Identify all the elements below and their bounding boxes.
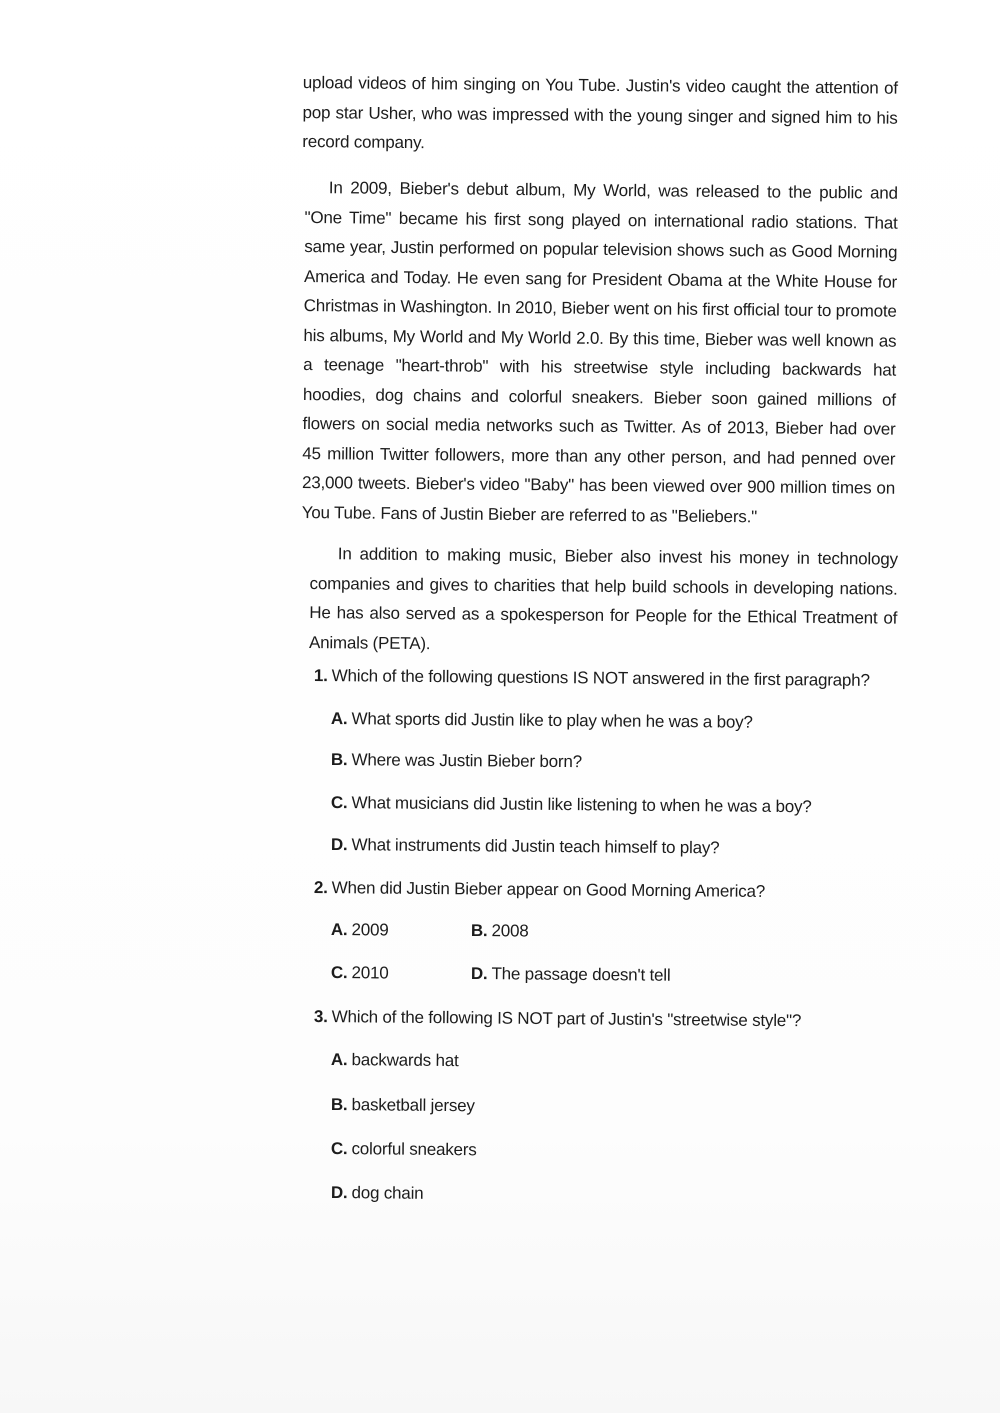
option-text: basketball jersey (351, 1095, 475, 1116)
answer-option[interactable] (331, 1182, 424, 1205)
option-text: 2009 (351, 920, 389, 940)
passage-paragraph-3: In addition to making music, Bieber also invest his money in technology companies and gives to charities that help build schools in developing nations. He has also served as a spokesperson for People for the Ethical Treatment of Animals (PETA). (308, 544, 898, 653)
answer-option[interactable] (471, 963, 671, 987)
answer-option[interactable] (331, 749, 582, 773)
question-2 (314, 877, 765, 903)
answer-option[interactable] (331, 792, 812, 818)
answer-option[interactable] (331, 919, 389, 942)
option-letter: C. (330, 792, 348, 813)
option-letter: C. (330, 1139, 348, 1159)
option-letter: D. (330, 834, 348, 855)
option-letter: B. (470, 920, 488, 941)
option-text: What musicians did Justin like listening to when he was a boy? (351, 793, 812, 817)
option-text: What instruments did Justin teach himself to play? (351, 835, 720, 858)
question-number: 2. (313, 877, 328, 898)
option-text: 2010 (351, 963, 389, 983)
option-text: 2008 (491, 921, 529, 941)
question-number: 1. (313, 665, 328, 686)
passage-paragraph-2: In 2009, Bieber's debut album, My World, was released to the public and "One Time" became his first song played on international radio stations. That same year, Justin performed on popular television shows such as Good Morning America and Today. He even sang for President Obama at the White House for Christmas in Washington. In 2010, Bieber went on his first official tour to promote his albums, My World and My World 2.0. By this time, Bieber was well known as a teenage "heart-throb" with his streetwise style including backwards hat hoodies, dog chains and colorful sneakers. Bieber soon gained millions of flowers on social media networks such as Twitter. As of 2013, Bieber had over 45 million Twitter followers, more than any other person, and had penned over 23,000 tweets. Bieber's video "Baby" has been viewed over 900 million times on You Tube. Fans of Justin Bieber are referred to as "Beliebers." (301, 178, 898, 526)
answer-option[interactable] (331, 1138, 477, 1161)
question-1 (314, 665, 870, 692)
answer-option[interactable] (331, 1049, 459, 1072)
answer-option[interactable] (331, 1094, 475, 1117)
option-text: backwards hat (351, 1050, 459, 1071)
answer-option[interactable] (471, 920, 529, 943)
option-letter: A. (330, 919, 348, 940)
option-letter: A. (330, 708, 348, 729)
question-text: Which of the following questions IS NOT answered in the first paragraph? (331, 666, 870, 690)
option-letter: D. (330, 1183, 348, 1203)
option-text: What sports did Justin like to play when he was a boy? (351, 709, 753, 732)
option-text: dog chain (351, 1183, 424, 1203)
answer-option[interactable] (331, 962, 389, 985)
question-text: Which of the following IS NOT part of Justin's "streetwise style"? (331, 1007, 802, 1031)
option-letter: A. (330, 1050, 348, 1070)
answer-option[interactable] (331, 708, 753, 734)
option-letter: B. (330, 1095, 348, 1115)
option-text: Where was Justin Bieber born? (351, 750, 583, 772)
option-letter: B. (330, 749, 348, 770)
option-letter: D. (470, 963, 488, 984)
question-text: When did Justin Bieber appear on Good Morning America? (331, 878, 766, 901)
option-text: colorful sneakers (351, 1139, 477, 1160)
question-3 (314, 1006, 801, 1032)
passage-paragraph-1: upload videos of him singing on You Tube. Justin's video caught the attention of pop star Usher, who was impressed with the young singer and signed him to his record company. (302, 72, 898, 153)
question-number: 3. (313, 1006, 328, 1027)
option-letter: C. (330, 962, 348, 983)
answer-option[interactable] (331, 834, 720, 859)
option-text: The passage doesn't tell (491, 964, 671, 985)
